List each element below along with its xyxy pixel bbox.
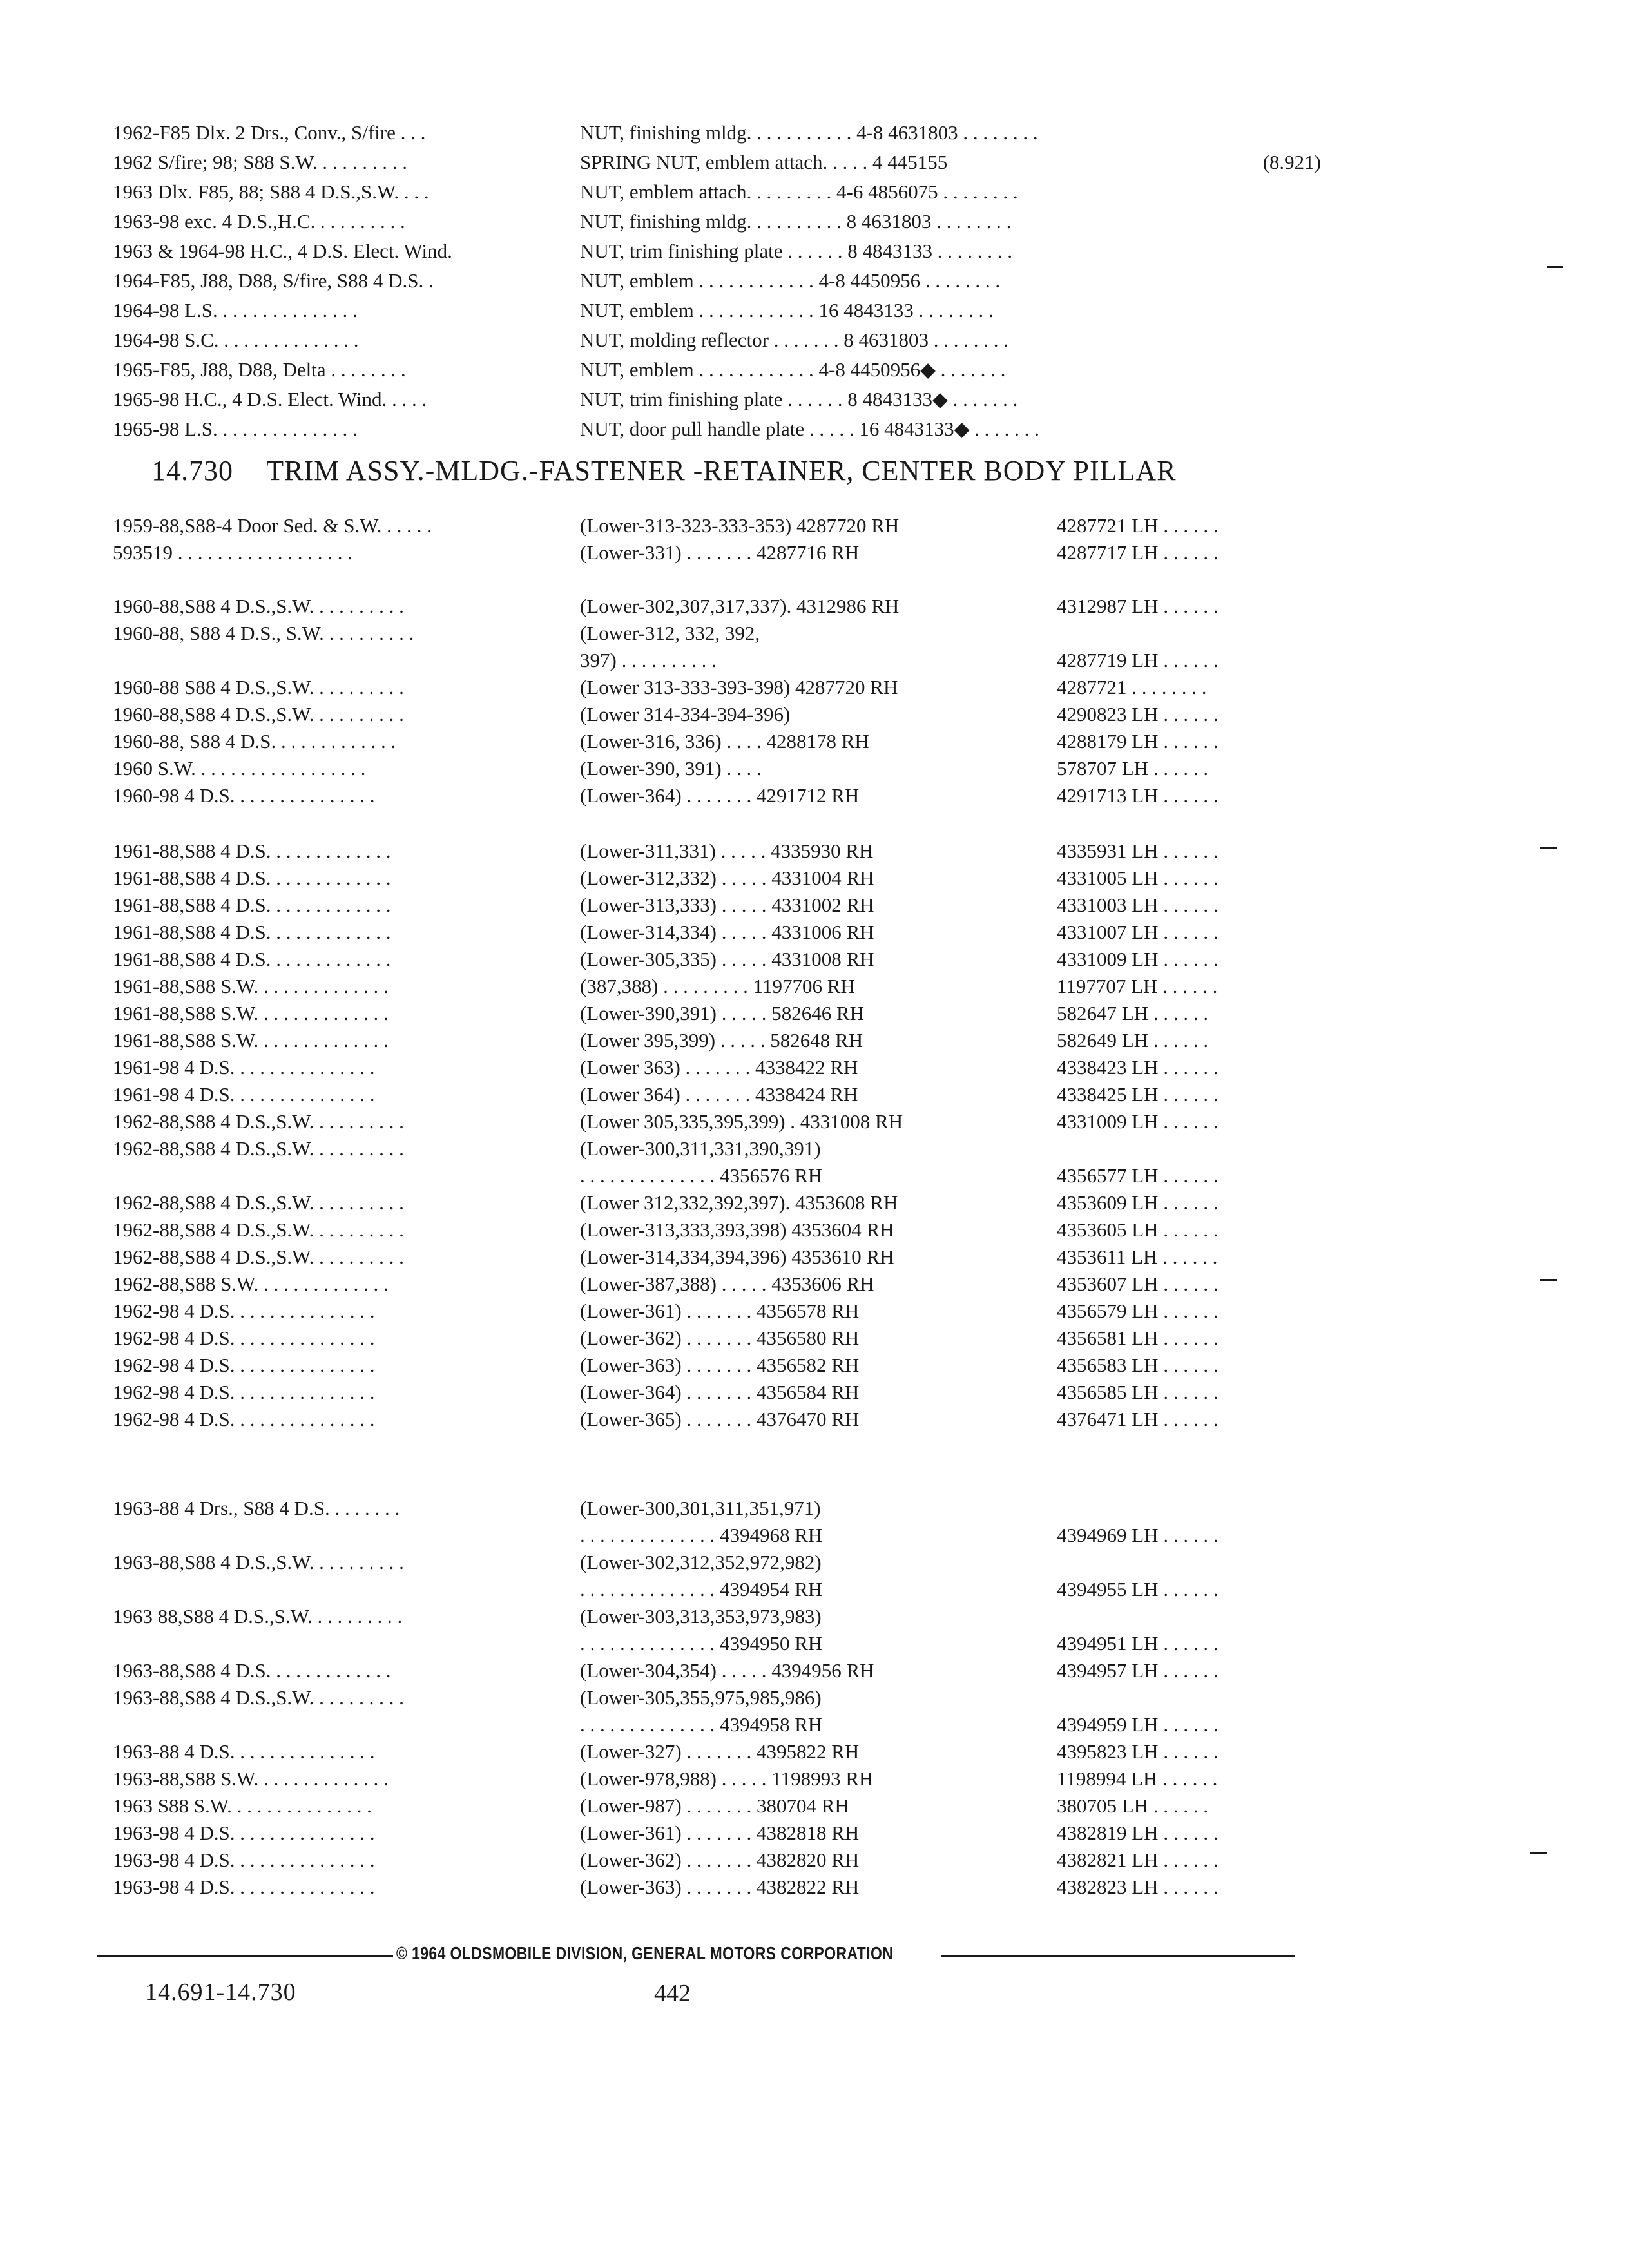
table-row [0, 674, 1629, 701]
description-cell: (Lower-327) . . . . . . . 4395822 RH [580, 1740, 860, 1763]
model-cell: 1962-98 4 D.S. . . . . . . . . . . . . . . [113, 1381, 375, 1403]
table-row [0, 1792, 1629, 1820]
description-cell: (Lower-987) . . . . . . . 380704 RH [580, 1794, 849, 1817]
description-cell: (Lower-362) . . . . . . . 4382820 RH [580, 1849, 860, 1871]
model-cell: 1964-98 L.S. . . . . . . . . . . . . . . [113, 299, 358, 322]
model-cell: 1961-88,S88 4 D.S. . . . . . . . . . . . . [113, 948, 391, 970]
group-number-cell: (8.921) [1262, 151, 1321, 173]
description-cell: (Lower 305,335,395,399) . 4331008 RH [580, 1110, 903, 1133]
table-group-1963 [0, 1495, 1629, 1901]
lh-part-cell: 4290823 LH . . . . . . [1057, 703, 1219, 726]
description-cell: (Lower-313-323-333-353) 4287720 RH [580, 514, 900, 537]
lh-part-cell: 4394959 LH . . . . . . [1057, 1713, 1219, 1736]
description-cell: NUT, emblem . . . . . . . . . . . . 4-8 4450956 . . . . . . . . [580, 269, 1001, 292]
model-cell: 1963-88,S88 4 D.S.,S.W. . . . . . . . . . [113, 1686, 404, 1709]
table-row [0, 512, 1629, 539]
table-row [0, 865, 1629, 892]
lh-part-cell: 4353607 LH . . . . . . [1057, 1273, 1219, 1295]
lh-part-cell: 4356579 LH . . . . . . [1057, 1300, 1219, 1322]
lh-part-cell: 4382823 LH . . . . . . [1057, 1876, 1219, 1898]
table-row [0, 647, 1629, 674]
lh-part-cell: 4382821 LH . . . . . . [1057, 1849, 1219, 1871]
description-cell: NUT, emblem . . . . . . . . . . . . 4-8 4450956◆ . . . . . . . [580, 358, 1006, 381]
model-cell: 1962-88,S88 4 D.S.,S.W. . . . . . . . . . [113, 1191, 404, 1214]
lh-part-cell: 4353611 LH . . . . . . [1057, 1245, 1218, 1268]
description-cell: (Lower-390,391) . . . . . 582646 RH [580, 1002, 865, 1024]
table-row [0, 1820, 1629, 1847]
table-row [0, 178, 1629, 208]
description-cell: . . . . . . . . . . . . . . 4394950 RH [580, 1632, 823, 1655]
table-row [0, 1244, 1629, 1271]
description-cell: (Lower-314,334,394,396) 4353610 RH [580, 1245, 894, 1268]
margin-tick [1530, 1852, 1547, 1854]
description-cell: (Lower-364) . . . . . . . 4291712 RH [580, 784, 860, 807]
description-cell: . . . . . . . . . . . . . . 4394968 RH [580, 1524, 823, 1546]
description-cell: (Lower-303,313,353,973,983) [580, 1605, 822, 1628]
description-cell: NUT, finishing mldg. . . . . . . . . . 8 4631803 . . . . . . . . [580, 210, 1012, 233]
table-row [0, 1216, 1629, 1244]
lh-part-cell: 4287717 LH . . . . . . [1057, 541, 1219, 564]
table-row [0, 1603, 1629, 1630]
model-cell: 1963-88,S88 S.W. . . . . . . . . . . . . . [113, 1767, 389, 1790]
table-row [0, 1738, 1629, 1765]
table-row [0, 1027, 1629, 1054]
lh-part-cell: 578707 LH . . . . . . [1057, 757, 1209, 780]
lh-part-cell: 4335931 LH . . . . . . [1057, 840, 1219, 862]
lh-part-cell: 4394955 LH . . . . . . [1057, 1578, 1219, 1600]
table-row [0, 755, 1629, 782]
lh-part-cell: 380705 LH . . . . . . [1057, 1794, 1209, 1817]
margin-tick [1540, 847, 1557, 849]
table-row [0, 1162, 1629, 1189]
description-cell: (Lower-363) . . . . . . . 4356582 RH [580, 1354, 860, 1376]
footer-section-range: 14.691-14.730 [145, 1979, 296, 2006]
table-row [0, 1054, 1629, 1081]
model-cell: 1963-88 4 D.S. . . . . . . . . . . . . . . [113, 1740, 375, 1763]
model-cell: 1964-98 S.C. . . . . . . . . . . . . . . [113, 329, 359, 351]
lh-part-cell: 4382819 LH . . . . . . [1057, 1821, 1219, 1844]
table-group-1959 [0, 512, 1629, 566]
description-cell: (Lower-390, 391) . . . . [580, 757, 762, 780]
table-row [0, 1325, 1629, 1352]
lh-part-cell: 4356581 LH . . . . . . [1057, 1327, 1219, 1349]
table-row [0, 1874, 1629, 1901]
table-row [0, 1379, 1629, 1406]
table-row [0, 1298, 1629, 1325]
model-cell: 1963-98 4 D.S. . . . . . . . . . . . . . . [113, 1849, 375, 1871]
model-cell: 1961-88,S88 S.W. . . . . . . . . . . . . . [113, 975, 389, 997]
description-cell: SPRING NUT, emblem attach. . . . . 4 445155 [580, 151, 948, 173]
table-row [0, 1711, 1629, 1738]
model-cell: 1961-88,S88 S.W. . . . . . . . . . . . . . [113, 1029, 389, 1052]
description-cell: (Lower 313-333-393-398) 4287720 RH [580, 676, 898, 698]
description-cell: 397) . . . . . . . . . . [580, 649, 717, 671]
description-cell: (Lower 395,399) . . . . . 582648 RH [580, 1029, 863, 1052]
margin-tick [1540, 1279, 1557, 1281]
model-cell: 1961-88,S88 4 D.S. . . . . . . . . . . . . [113, 894, 391, 916]
table-row [0, 1135, 1629, 1162]
model-cell: 1963-88,S88 4 D.S. . . . . . . . . . . . . [113, 1659, 391, 1682]
table-row [0, 1657, 1629, 1684]
lh-part-cell: 4331005 LH . . . . . . [1057, 867, 1219, 889]
section-title: TRIM ASSY.-MLDG.-FASTENER -RETAINER, CENTER BODY PILLAR [266, 455, 1177, 486]
model-cell: 1960-88, S88 4 D.S. . . . . . . . . . . . . [113, 730, 396, 753]
model-cell: 1961-98 4 D.S. . . . . . . . . . . . . . . [113, 1083, 375, 1106]
description-cell: (387,388) . . . . . . . . . 1197706 RH [580, 975, 855, 997]
description-cell: (Lower-361) . . . . . . . 4382818 RH [580, 1821, 860, 1844]
lh-part-cell: 4331007 LH . . . . . . [1057, 921, 1219, 943]
description-cell: (Lower-331) . . . . . . . 4287716 RH [580, 541, 860, 564]
table-row [0, 539, 1629, 566]
table-row [0, 1108, 1629, 1135]
description-cell: (Lower-314,334) . . . . . 4331006 RH [580, 921, 874, 943]
description-cell: (Lower-312,332) . . . . . 4331004 RH [580, 867, 874, 889]
model-cell: 1963-98 exc. 4 D.S.,H.C. . . . . . . . . . [113, 210, 405, 233]
lh-part-cell: 582647 LH . . . . . . [1057, 1002, 1209, 1024]
model-cell: 1960-88 S88 4 D.S.,S.W. . . . . . . . . . [113, 676, 404, 698]
model-cell: 1962-88,S88 4 D.S.,S.W. . . . . . . . . . [113, 1245, 404, 1268]
description-cell: (Lower-305,355,975,985,986) [580, 1686, 822, 1709]
description-cell: NUT, emblem . . . . . . . . . . . . 16 4843133 . . . . . . . . [580, 299, 994, 322]
table-row [0, 1081, 1629, 1108]
model-cell: 1964-F85, J88, D88, S/fire, S88 4 D.S. . [113, 269, 434, 292]
model-cell: 1960-88,S88 4 D.S.,S.W. . . . . . . . . . [113, 703, 404, 726]
section-number: 14.730 [151, 455, 233, 486]
lh-part-cell: 4331009 LH . . . . . . [1057, 948, 1219, 970]
description-cell: NUT, molding reflector . . . . . . . 8 4631803 . . . . . . . . [580, 329, 1008, 351]
table-group-1960 [0, 593, 1629, 809]
section-heading [151, 454, 1176, 487]
lh-part-cell: 4338425 LH . . . . . . [1057, 1083, 1219, 1106]
lh-part-cell: 4394957 LH . . . . . . [1057, 1659, 1219, 1682]
lh-part-cell: 4356585 LH . . . . . . [1057, 1381, 1219, 1403]
table-row [0, 297, 1629, 327]
model-cell: 1962-88,S88 4 D.S.,S.W. . . . . . . . . . [113, 1110, 404, 1133]
table-row [0, 701, 1629, 728]
lh-part-cell: 582649 LH . . . . . . [1057, 1029, 1209, 1052]
description-cell: (Lower 364) . . . . . . . 4338424 RH [580, 1083, 858, 1106]
margin-tick [1547, 266, 1563, 268]
model-cell: 1961-88,S88 S.W. . . . . . . . . . . . . . [113, 1002, 389, 1024]
lh-part-cell: 4394951 LH . . . . . . [1057, 1632, 1219, 1655]
table-row [0, 1549, 1629, 1576]
model-cell: 1965-F85, J88, D88, Delta . . . . . . . . [113, 358, 406, 381]
lh-part-cell: 4291713 LH . . . . . . [1057, 784, 1219, 807]
table-row [0, 1406, 1629, 1433]
description-cell: (Lower 314-334-394-396) [580, 703, 791, 726]
table-row [0, 892, 1629, 919]
model-cell: 1961-88,S88 4 D.S. . . . . . . . . . . . . [113, 840, 391, 862]
description-cell: (Lower-300,301,311,351,971) [580, 1497, 821, 1519]
model-cell: 1963 88,S88 4 D.S.,S.W. . . . . . . . . . [113, 1605, 403, 1628]
description-cell: (Lower-302,312,352,972,982) [580, 1551, 822, 1573]
table-row [0, 267, 1629, 297]
footer-copyright: © 1964 OLDSMOBILE DIVISION, GENERAL MOTORS CORPORATION [393, 1943, 896, 1964]
lh-part-cell: 1198994 LH . . . . . . [1057, 1767, 1218, 1790]
table-row [0, 1352, 1629, 1379]
lh-part-cell: 4287721 . . . . . . . . [1057, 676, 1207, 698]
table-row [0, 919, 1629, 946]
model-cell: 1962-98 4 D.S. . . . . . . . . . . . . . . [113, 1300, 375, 1322]
lh-part-cell: 1197707 LH . . . . . . [1057, 975, 1218, 997]
model-cell: 1963-98 4 D.S. . . . . . . . . . . . . . . [113, 1876, 375, 1898]
description-cell: (Lower-387,388) . . . . . 4353606 RH [580, 1273, 874, 1295]
description-cell: NUT, door pull handle plate . . . . . 16 4843133◆ . . . . . . . [580, 418, 1039, 440]
description-cell: (Lower-312, 332, 392, [580, 622, 760, 644]
table-row [0, 149, 1629, 178]
table-row [0, 946, 1629, 973]
description-cell: (Lower-305,335) . . . . . 4331008 RH [580, 948, 874, 970]
model-cell: 1960 S.W. . . . . . . . . . . . . . . . . . [113, 757, 366, 780]
lh-part-cell: 4312987 LH . . . . . . [1057, 595, 1219, 617]
model-cell: 1959-88,S88-4 Door Sed. & S.W. . . . . . [113, 514, 432, 537]
model-cell: 1960-88,S88 4 D.S.,S.W. . . . . . . . . . [113, 595, 404, 617]
table-row [0, 973, 1629, 1000]
lh-part-cell: 4356577 LH . . . . . . [1057, 1164, 1219, 1187]
lh-part-cell: 4338423 LH . . . . . . [1057, 1056, 1219, 1079]
table-row [0, 238, 1629, 267]
model-cell: 1962-98 4 D.S. . . . . . . . . . . . . . . [113, 1327, 375, 1349]
model-cell: 1961-98 4 D.S. . . . . . . . . . . . . . . [113, 1056, 375, 1079]
table-row [0, 208, 1629, 238]
model-cell: 1963 Dlx. F85, 88; S88 4 D.S.,S.W. . . . [113, 180, 429, 203]
table-row [0, 1271, 1629, 1298]
table-row [0, 386, 1629, 416]
table-row [0, 1576, 1629, 1603]
table-row [0, 838, 1629, 865]
description-cell: NUT, trim finishing plate . . . . . . 8 4843133 . . . . . . . . [580, 240, 1013, 262]
description-cell: (Lower-978,988) . . . . . 1198993 RH [580, 1767, 874, 1790]
description-cell: (Lower-363) . . . . . . . 4382822 RH [580, 1876, 860, 1898]
description-cell: (Lower-304,354) . . . . . 4394956 RH [580, 1659, 874, 1682]
table-row [0, 1495, 1629, 1522]
lh-part-cell: 4287719 LH . . . . . . [1057, 649, 1219, 671]
table-row [0, 119, 1629, 149]
model-cell: 1963-88 4 Drs., S88 4 D.S. . . . . . . . [113, 1497, 400, 1519]
footer-rule-right [941, 1955, 1295, 1957]
page-number: 442 [654, 1980, 691, 2007]
table-row [0, 1847, 1629, 1874]
model-cell: 1963 & 1964-98 H.C., 4 D.S. Elect. Wind. [113, 240, 452, 262]
model-cell: 1961-88,S88 4 D.S. . . . . . . . . . . . . [113, 867, 391, 889]
model-cell: 1963 S88 S.W. . . . . . . . . . . . . . . [113, 1794, 372, 1817]
table-row [0, 620, 1629, 647]
description-cell: (Lower-364) . . . . . . . 4356584 RH [580, 1381, 860, 1403]
description-cell: (Lower-365) . . . . . . . 4376470 RH [580, 1408, 860, 1430]
lh-part-cell: 4288179 LH . . . . . . [1057, 730, 1219, 753]
model-cell: 1963-98 4 D.S. . . . . . . . . . . . . . . [113, 1821, 375, 1844]
table-row [0, 1000, 1629, 1027]
model-cell: 1962-F85 Dlx. 2 Drs., Conv., S/fire . . . [113, 121, 426, 144]
model-cell: 1960-88, S88 4 D.S., S.W. . . . . . . . . . [113, 622, 414, 644]
description-cell: NUT, emblem attach. . . . . . . . . 4-6 4856075 . . . . . . . . [580, 180, 1018, 203]
model-cell: 1962-88,S88 4 D.S.,S.W. . . . . . . . . . [113, 1137, 404, 1160]
description-cell: (Lower 363) . . . . . . . 4338422 RH [580, 1056, 858, 1079]
lh-part-cell: 4356583 LH . . . . . . [1057, 1354, 1219, 1376]
description-cell: (Lower-313,333,393,398) 4353604 RH [580, 1218, 894, 1241]
table-group-1961-1962 [0, 838, 1629, 1433]
description-cell: (Lower-300,311,331,390,391) [580, 1137, 821, 1160]
lh-part-cell: 4395823 LH . . . . . . [1057, 1740, 1219, 1763]
description-cell: (Lower-302,307,317,337). 4312986 RH [580, 595, 900, 617]
lh-part-cell: 4394969 LH . . . . . . [1057, 1524, 1219, 1546]
model-cell: 1962-88,S88 S.W. . . . . . . . . . . . . . [113, 1273, 389, 1295]
table-row [0, 593, 1629, 620]
description-cell: (Lower 312,332,392,397). 4353608 RH [580, 1191, 898, 1214]
description-cell: . . . . . . . . . . . . . . 4394958 RH [580, 1713, 823, 1736]
table-row [0, 356, 1629, 386]
description-cell: (Lower-316, 336) . . . . 4288178 RH [580, 730, 869, 753]
nut-entries [0, 119, 1629, 445]
table-row [0, 1765, 1629, 1792]
description-cell: NUT, finishing mldg. . . . . . . . . . . 4-8 4631803 . . . . . . . . [580, 121, 1038, 144]
model-cell: 1965-98 L.S. . . . . . . . . . . . . . . [113, 418, 358, 440]
table-row [0, 1684, 1629, 1711]
description-cell: . . . . . . . . . . . . . . 4394954 RH [580, 1578, 823, 1600]
lh-part-cell: 4287721 LH . . . . . . [1057, 514, 1219, 537]
lh-part-cell: 4353605 LH . . . . . . [1057, 1218, 1219, 1241]
table-row [0, 1630, 1629, 1657]
description-cell: . . . . . . . . . . . . . . 4356576 RH [580, 1164, 823, 1187]
table-row [0, 728, 1629, 755]
model-cell: 1962-98 4 D.S. . . . . . . . . . . . . . . [113, 1354, 375, 1376]
lh-part-cell: 4331003 LH . . . . . . [1057, 894, 1219, 916]
table-row [0, 416, 1629, 445]
description-cell: (Lower-362) . . . . . . . 4356580 RH [580, 1327, 860, 1349]
lh-part-cell: 4331009 LH . . . . . . [1057, 1110, 1219, 1133]
lh-part-cell: 4376471 LH . . . . . . [1057, 1408, 1219, 1430]
model-cell: 1961-88,S88 4 D.S. . . . . . . . . . . . . [113, 921, 391, 943]
table-row [0, 1189, 1629, 1216]
model-cell: 1962 S/fire; 98; S88 S.W. . . . . . . . . . [113, 151, 407, 173]
table-row [0, 327, 1629, 356]
table-row [0, 1522, 1629, 1549]
model-cell: 1965-98 H.C., 4 D.S. Elect. Wind. . . . . [113, 388, 427, 410]
model-cell: 1962-88,S88 4 D.S.,S.W. . . . . . . . . . [113, 1218, 404, 1241]
description-cell: (Lower-311,331) . . . . . 4335930 RH [580, 840, 874, 862]
model-cell: 1962-98 4 D.S. . . . . . . . . . . . . . . [113, 1408, 375, 1430]
lh-part-cell: 4353609 LH . . . . . . [1057, 1191, 1219, 1214]
model-cell: 1963-88,S88 4 D.S.,S.W. . . . . . . . . . [113, 1551, 404, 1573]
description-cell: (Lower-313,333) . . . . . 4331002 RH [580, 894, 874, 916]
model-cell: 593519 . . . . . . . . . . . . . . . . . . [113, 541, 352, 564]
footer-rule-left [97, 1955, 400, 1957]
description-cell: NUT, trim finishing plate . . . . . . 8 4843133◆ . . . . . . . [580, 388, 1018, 410]
model-cell: 1960-98 4 D.S. . . . . . . . . . . . . . . [113, 784, 375, 807]
table-row [0, 782, 1629, 809]
description-cell: (Lower-361) . . . . . . . 4356578 RH [580, 1300, 860, 1322]
